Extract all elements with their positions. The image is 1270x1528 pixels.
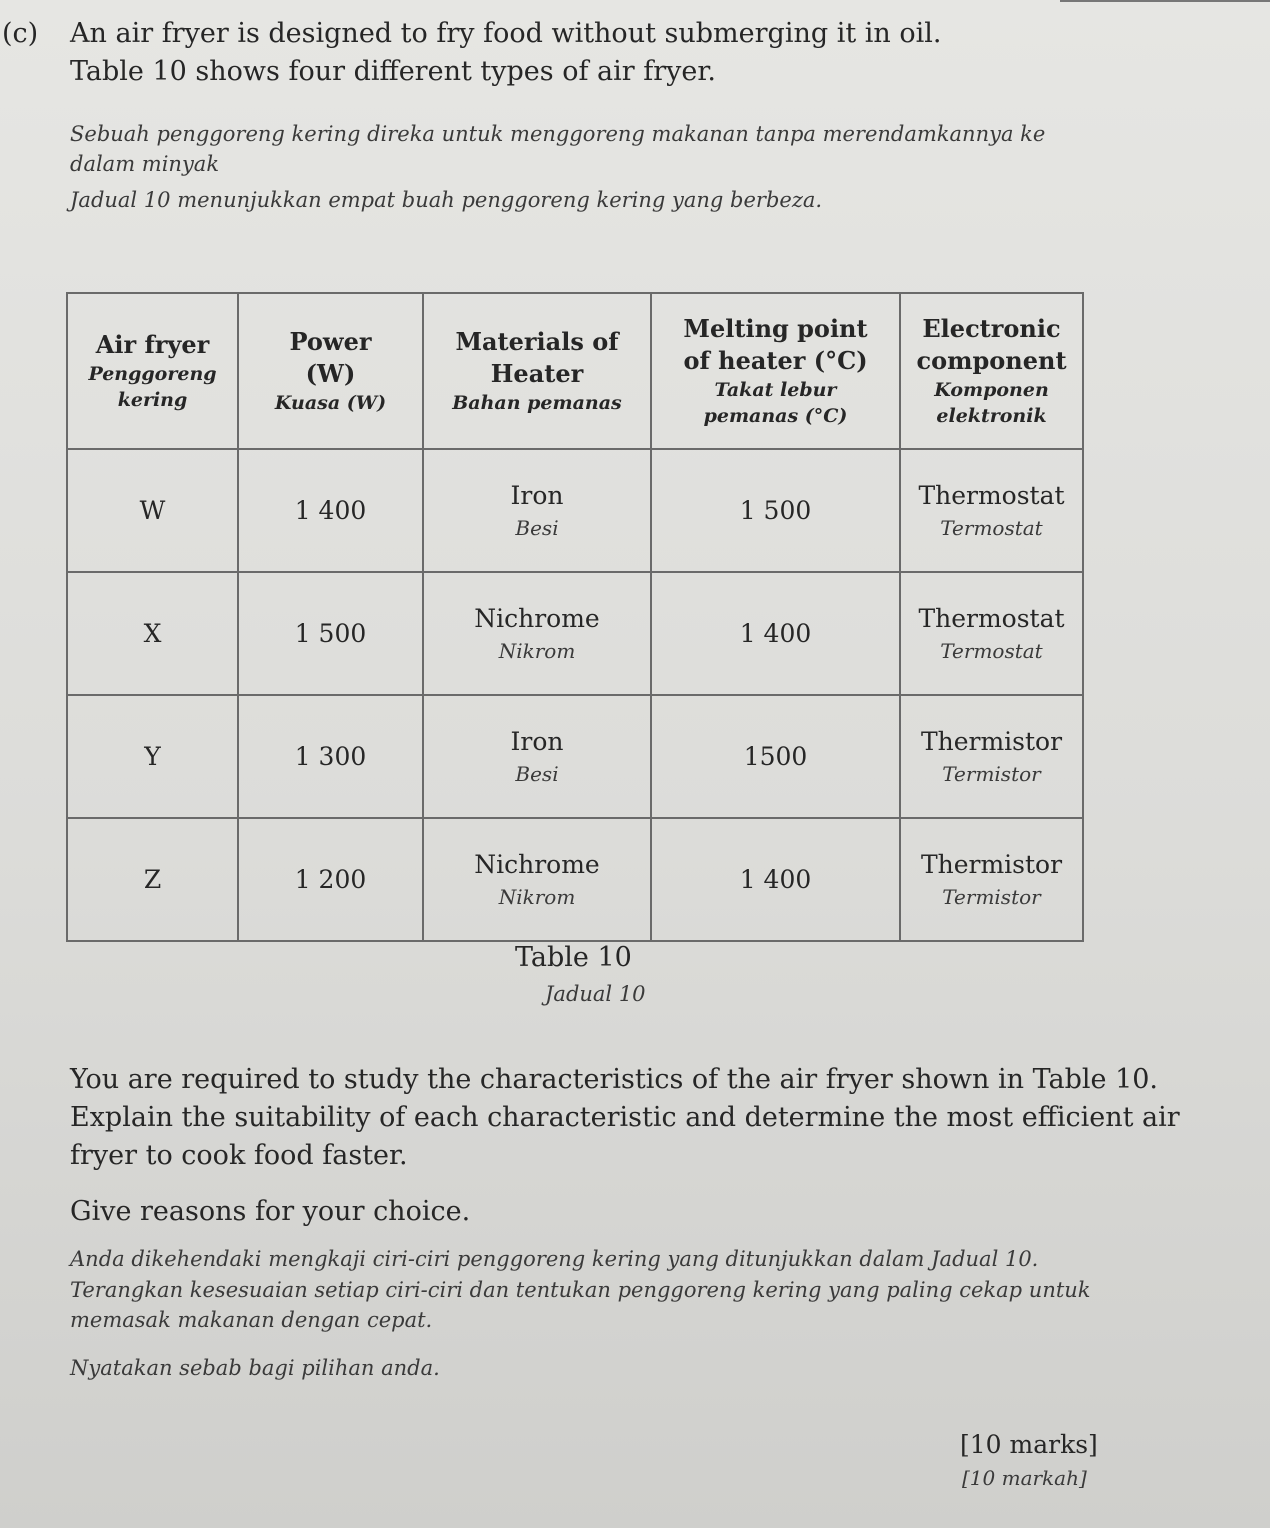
table-row	[67, 818, 1083, 941]
marks-ms: [10 markah]	[962, 1466, 1087, 1490]
task-ms-3: memasak makanan dengan cepat.	[70, 1308, 433, 1332]
cell-fryer: X	[67, 572, 238, 695]
cell-component: Thermostat Termostat	[900, 572, 1083, 695]
cell-component: Thermistor Termistor	[900, 695, 1083, 818]
task-ms-1: Anda dikehendaki mengkaji ciri-ciri penggoreng kering yang ditunjukkan dalam Jadual 10.	[70, 1247, 1039, 1271]
task-ms-4: Nyatakan sebab bagi pilihan anda.	[70, 1356, 440, 1380]
cell-power: 1 300	[238, 695, 423, 818]
cell-melting-point: 1 400	[651, 572, 900, 695]
task-en-4: Give reasons for your choice.	[70, 1196, 471, 1227]
question-intro-ms-3: Jadual 10 menunjukkan empat buah penggoreng kering yang berbeza.	[70, 188, 823, 212]
question-intro-ms-2: dalam minyak	[70, 152, 220, 176]
cell-melting-point: 1500	[651, 695, 900, 818]
cell-power: 1 500	[238, 572, 423, 695]
header-melting-point: Melting point of heater (°C) Takat lebur pemanas (°C)	[651, 293, 900, 449]
cell-power: 1 200	[238, 818, 423, 941]
task-en-3: fryer to cook food faster.	[70, 1140, 408, 1171]
header-heater-material: Materials of Heater Bahan pemanas	[423, 293, 651, 449]
cell-fryer: W	[67, 449, 238, 572]
cell-melting-point: 1 400	[651, 818, 900, 941]
page-top-rule	[1060, 0, 1270, 2]
header-air-fryer: Air fryer Penggoreng kering	[67, 293, 238, 449]
cell-material: Iron Besi	[423, 449, 651, 572]
table-row	[67, 695, 1083, 818]
cell-material: Nichrome Nikrom	[423, 818, 651, 941]
air-fryer-table	[66, 292, 1084, 942]
table-caption-ms: Jadual 10	[545, 982, 646, 1006]
task-en-2: Explain the suitability of each characteristic and determine the most efficient air	[70, 1102, 1180, 1133]
cell-material: Nichrome Nikrom	[423, 572, 651, 695]
task-en-1: You are required to study the characteristics of the air fryer shown in Table 10.	[70, 1064, 1159, 1095]
table-header-row	[67, 293, 1083, 449]
cell-fryer: Z	[67, 818, 238, 941]
question-intro-en-2: Table 10 shows four different types of air fryer.	[70, 56, 716, 87]
cell-melting-point: 1 500	[651, 449, 900, 572]
header-power: Power (W) Kuasa (W)	[238, 293, 423, 449]
table-caption-en: Table 10	[515, 942, 632, 973]
header-electronic-component: Electronic component Komponen elektronik	[900, 293, 1083, 449]
question-intro-ms-1: Sebuah penggoreng kering direka untuk menggoreng makanan tanpa merendamkannya ke	[70, 122, 1046, 146]
table-row	[67, 449, 1083, 572]
table-row	[67, 572, 1083, 695]
cell-component: Thermostat Termostat	[900, 449, 1083, 572]
task-ms-2: Terangkan kesesuaian setiap ciri-ciri dan tentukan penggoreng kering yang paling cekap untuk	[70, 1278, 1091, 1302]
question-label: (c)	[2, 18, 39, 49]
question-intro-en-1: An air fryer is designed to fry food without submerging it in oil.	[70, 18, 942, 49]
cell-fryer: Y	[67, 695, 238, 818]
cell-material: Iron Besi	[423, 695, 651, 818]
cell-power: 1 400	[238, 449, 423, 572]
marks-en: [10 marks]	[960, 1430, 1098, 1459]
cell-component: Thermistor Termistor	[900, 818, 1083, 941]
